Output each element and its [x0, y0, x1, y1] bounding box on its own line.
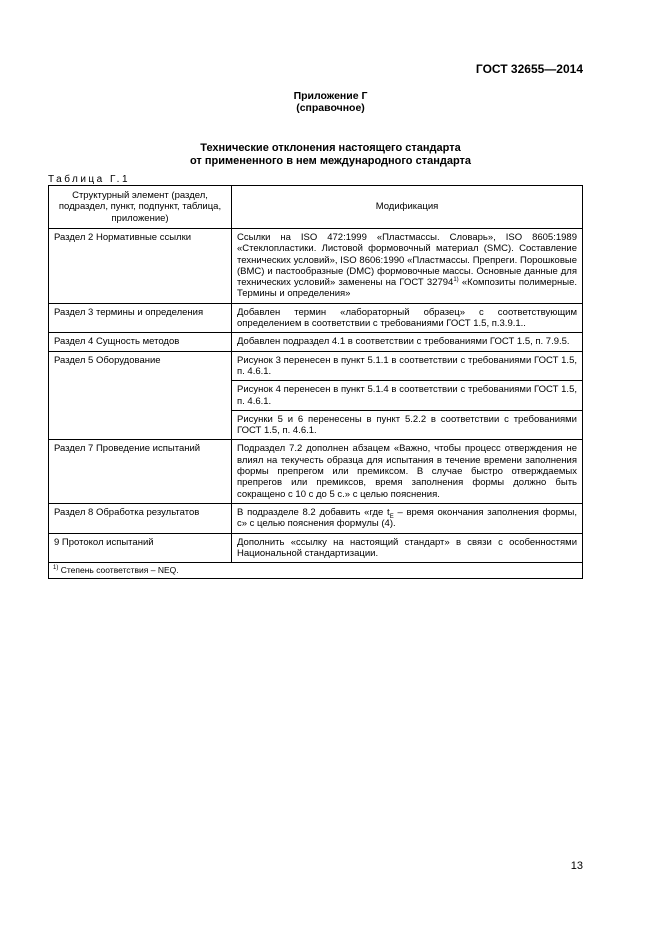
- row-element: Раздел 7 Проведение испытаний: [49, 440, 232, 503]
- row-modification: Добавлен подраздел 4.1 в соответствии с требованиями ГОСТ 1.5, п. 7.9.5.: [232, 333, 583, 351]
- table-header-row: [49, 186, 583, 229]
- table-title: [0, 142, 661, 168]
- row-element: Раздел 3 термины и определения: [49, 303, 232, 333]
- table-row: [49, 503, 583, 533]
- footnote-mark: 1): [53, 565, 59, 572]
- row-modification: Рисунок 3 перенесен в пункт 5.1.1 в соответствии с требованиями ГОСТ 1.5, п. 4.6.1.: [232, 351, 583, 381]
- header-structural-element: Структурный элемент (раздел, подраздел, пункт, подпункт, таблица, приложение): [49, 186, 232, 229]
- page-number: 13: [570, 860, 583, 872]
- annex-title: Приложение Г: [293, 90, 368, 102]
- table-label: Таблица Г.1: [48, 174, 131, 185]
- row-element: Раздел 4 Сущность методов: [49, 333, 232, 351]
- row-modification: [232, 229, 583, 304]
- modification-text-tail: – время окончания заполнения формы, с» с целью пояснения формулы (4).: [237, 506, 577, 530]
- footnote-text: Степень соответствия – NEQ.: [60, 565, 179, 576]
- row-modification: Добавлен термин «лабораторный образец» с соответствующим определением в соответствии с требованиями ГОСТ 1.5, п.3.9.1..: [232, 303, 583, 333]
- modification-text-tail: «Композиты полимерные. Термины и определения»: [237, 277, 578, 300]
- table-row: [49, 533, 583, 563]
- deviations-table: [48, 185, 583, 579]
- row-modification: Рисунок 4 перенесен в пункт 5.1.4 в соответствии с требованиями ГОСТ 1.5, п. 4.6.1.: [232, 381, 583, 411]
- standard-number: ГОСТ 32655—2014: [475, 62, 583, 76]
- annex-heading: [0, 90, 661, 114]
- row-element: 9 Протокол испытаний: [49, 533, 232, 563]
- footnote: [49, 563, 583, 579]
- subscript: E: [389, 513, 394, 520]
- modification-text: Ссылки на ISO 472:1999 «Пластмассы. Словарь», ISO 8605:1989 «Стеклопластики. Листовой формовочный материал (SMC). Составление технических условий», ISO 8606:1990 «Пластмассы. Препреги. Порошковые (BMC) и пастообразные (DMC) формовочные массы. Основные данные для технических условий» заменены на ГОСТ 32794: [237, 232, 577, 289]
- row-element: Раздел 5 Оборудование: [49, 351, 232, 440]
- table-title-line1: Технические отклонения настоящего стандарта: [200, 142, 461, 154]
- row-modification: Рисунки 5 и 6 перенесены в пункт 5.2.2 в соответствии с требованиями ГОСТ 1.5, п. 4.6.1.: [232, 410, 583, 440]
- row-element: Раздел 2 Нормативные ссылки: [49, 229, 232, 304]
- row-element: Раздел 8 Обработка результатов: [49, 503, 232, 533]
- footnote-ref: 1): [453, 277, 459, 284]
- table-row: [49, 229, 583, 304]
- row-modification: Дополнить «ссылку на настоящий стандарт» в связи с особенностями Национальной стандартизации.: [232, 533, 583, 563]
- header-modification: Модификация: [232, 186, 583, 229]
- table-row: [49, 351, 583, 381]
- table-title-line2: от примененного в нем международного стандарта: [189, 155, 472, 167]
- annex-type: (справочное): [296, 102, 365, 114]
- table-row: [49, 440, 583, 503]
- table-row: [49, 333, 583, 351]
- footnote-row: [49, 563, 583, 579]
- row-modification: Подраздел 7.2 дополнен абзацем «Важно, чтобы процесс отверждения не влиял на текучесть образца для испытания в течение времени заполнения формы препрегом или премиксом. В случае быстро отверждаемых препрегов или премиксов, время заполнения формы должно быть сокращено с 10 с до 5 с.» с целью пояснения.: [232, 440, 583, 503]
- row-modification: [232, 503, 583, 533]
- table-row: [49, 303, 583, 333]
- modification-text: В подразделе 8.2 добавить «где t: [237, 506, 390, 518]
